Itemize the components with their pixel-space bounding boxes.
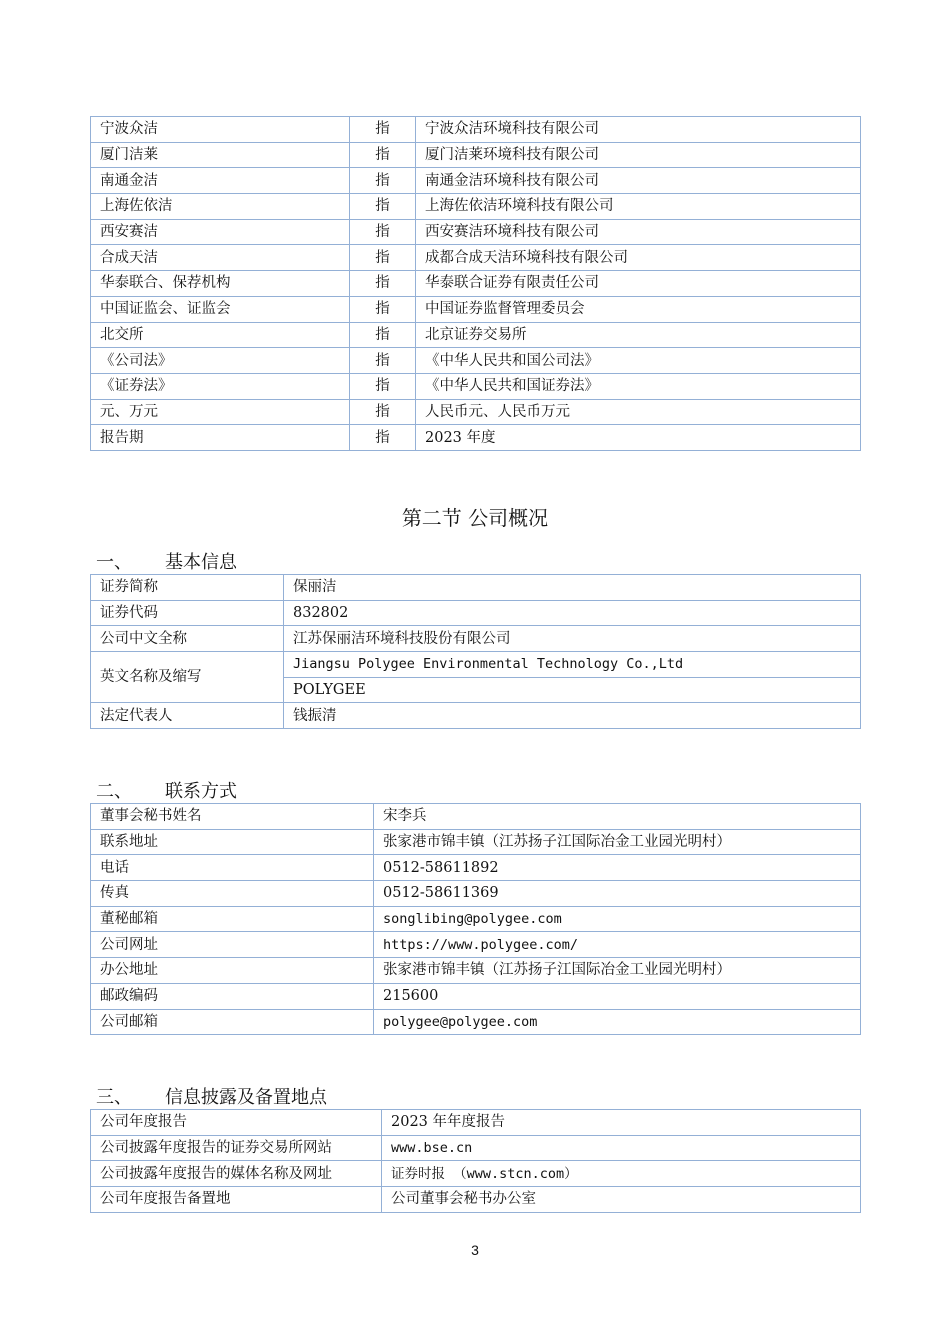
definition-cell: 《中华人民共和国证券法》 [416, 373, 861, 399]
value-cell: 保丽洁 [284, 575, 861, 601]
term-cell: 西安赛洁 [91, 219, 350, 245]
term-cell: 《证券法》 [91, 373, 350, 399]
value-cell: 公司董事会秘书办公室 [382, 1187, 861, 1213]
value-cell: songlibing@polygee.com [374, 906, 861, 932]
definition-cell: 成都合成天洁环境科技有限公司 [416, 245, 861, 271]
table-row [91, 1009, 861, 1035]
heading-text: 基本信息 [165, 552, 237, 573]
term-cell: 厦门洁莱 [91, 142, 350, 168]
definition-cell: 北京证券交易所 [416, 322, 861, 348]
definition-cell: 华泰联合证券有限责任公司 [416, 271, 861, 297]
term-cell: 北交所 [91, 322, 350, 348]
table-row [91, 1110, 861, 1136]
table-row [91, 296, 861, 322]
label-cell: 邮政编码 [91, 983, 374, 1009]
table-row [91, 881, 861, 907]
table-row [91, 142, 861, 168]
table-row [91, 399, 861, 425]
disclosure-table [90, 1109, 861, 1213]
definition-cell: 宁波众洁环境科技有限公司 [416, 117, 861, 143]
label-cell: 法定代表人 [91, 703, 284, 729]
definition-cell: 人民币元、人民币万元 [416, 399, 861, 425]
table-row [91, 983, 861, 1009]
table-row [91, 906, 861, 932]
contact-heading [96, 777, 237, 803]
disclosure-body [91, 1110, 861, 1213]
table-row [91, 626, 861, 652]
heading-number: 三、 [96, 1087, 132, 1108]
table-row [91, 373, 861, 399]
term-cell: 南通金洁 [91, 168, 350, 194]
definition-cell: 西安赛洁环境科技有限公司 [416, 219, 861, 245]
term-cell: 宁波众洁 [91, 117, 350, 143]
table-row [91, 804, 861, 830]
value-cell: 宋李兵 [374, 804, 861, 830]
label-cell: 英文名称及缩写 [91, 652, 284, 703]
term-cell: 报告期 [91, 425, 350, 451]
refers-cell: 指 [350, 194, 416, 220]
table-row [91, 194, 861, 220]
basic-info-heading [96, 548, 237, 574]
term-cell: 华泰联合、保荐机构 [91, 271, 350, 297]
definition-cell: 厦门洁莱环境科技有限公司 [416, 142, 861, 168]
value-cell: 2023 年年度报告 [382, 1110, 861, 1136]
label-cell: 证券简称 [91, 575, 284, 601]
refers-cell: 指 [350, 219, 416, 245]
table-row [91, 1187, 861, 1213]
basic-info-table [90, 574, 861, 729]
label-cell: 董事会秘书姓名 [91, 804, 374, 830]
section-title: 第二节 公司概况 [401, 506, 549, 530]
heading-number: 二、 [96, 781, 132, 802]
value-cell: 0512-58611369 [374, 881, 861, 907]
table-row [91, 425, 861, 451]
table-row [91, 348, 861, 374]
label-cell: 公司网址 [91, 932, 374, 958]
table-row [91, 117, 861, 143]
definition-cell: 上海佐依洁环境科技有限公司 [416, 194, 861, 220]
term-cell: 《公司法》 [91, 348, 350, 374]
value-cell: 证券时报 （www.stcn.com） [382, 1161, 861, 1187]
table-row [91, 703, 861, 729]
table-row [91, 600, 861, 626]
definitions-body [91, 117, 861, 451]
table-row [91, 271, 861, 297]
value-cell: POLYGEE [284, 677, 861, 703]
table-row [91, 1161, 861, 1187]
term-cell: 元、万元 [91, 399, 350, 425]
refers-cell: 指 [350, 399, 416, 425]
disclosure-heading [96, 1083, 327, 1109]
label-cell: 证券代码 [91, 600, 284, 626]
term-cell: 中国证监会、证监会 [91, 296, 350, 322]
label-cell: 公司中文全称 [91, 626, 284, 652]
table-row [91, 219, 861, 245]
value-cell: 0512-58611892 [374, 855, 861, 881]
label-cell: 公司年度报告 [91, 1110, 382, 1136]
label-cell: 公司邮箱 [91, 1009, 374, 1035]
value-cell: https://www.polygee.com/ [374, 932, 861, 958]
refers-cell: 指 [350, 245, 416, 271]
refers-cell: 指 [350, 322, 416, 348]
table-row [91, 1135, 861, 1161]
value-cell: 832802 [284, 600, 861, 626]
refers-cell: 指 [350, 425, 416, 451]
definitions-table [90, 116, 861, 451]
refers-cell: 指 [350, 168, 416, 194]
refers-cell: 指 [350, 296, 416, 322]
value-cell: 215600 [374, 983, 861, 1009]
refers-cell: 指 [350, 271, 416, 297]
value-cell: 张家港市锦丰镇（江苏扬子江国际冶金工业园光明村） [374, 958, 861, 984]
value-cell: www.bse.cn [382, 1135, 861, 1161]
contact-body [91, 804, 861, 1035]
label-cell: 办公地址 [91, 958, 374, 984]
contact-table [90, 803, 861, 1035]
label-cell: 电话 [91, 855, 374, 881]
page-number: 3 [471, 1242, 479, 1258]
label-cell: 公司年度报告备置地 [91, 1187, 382, 1213]
value-cell: 钱振清 [284, 703, 861, 729]
heading-number: 一、 [96, 552, 132, 573]
basic-info-body [91, 575, 861, 729]
table-row [91, 652, 861, 678]
table-row [91, 932, 861, 958]
refers-cell: 指 [350, 117, 416, 143]
table-row [91, 168, 861, 194]
value-cell: polygee@polygee.com [374, 1009, 861, 1035]
table-row [91, 829, 861, 855]
refers-cell: 指 [350, 348, 416, 374]
label-cell: 公司披露年度报告的证券交易所网站 [91, 1135, 382, 1161]
definition-cell: 2023 年度 [416, 425, 861, 451]
table-row [91, 575, 861, 601]
value-cell: 江苏保丽洁环境科技股份有限公司 [284, 626, 861, 652]
table-row [91, 855, 861, 881]
term-cell: 合成天洁 [91, 245, 350, 271]
value-cell: Jiangsu Polygee Environmental Technology Co.,Ltd [284, 652, 861, 678]
definition-cell: 中国证券监督管理委员会 [416, 296, 861, 322]
term-cell: 上海佐依洁 [91, 194, 350, 220]
label-cell: 公司披露年度报告的媒体名称及网址 [91, 1161, 382, 1187]
refers-cell: 指 [350, 373, 416, 399]
table-row [91, 958, 861, 984]
label-cell: 联系地址 [91, 829, 374, 855]
definition-cell: 《中华人民共和国公司法》 [416, 348, 861, 374]
definition-cell: 南通金洁环境科技有限公司 [416, 168, 861, 194]
label-cell: 传真 [91, 881, 374, 907]
heading-text: 联系方式 [165, 781, 237, 802]
value-cell: 张家港市锦丰镇（江苏扬子江国际冶金工业园光明村） [374, 829, 861, 855]
refers-cell: 指 [350, 142, 416, 168]
table-row [91, 322, 861, 348]
table-row [91, 245, 861, 271]
label-cell: 董秘邮箱 [91, 906, 374, 932]
heading-text: 信息披露及备置地点 [165, 1087, 327, 1108]
